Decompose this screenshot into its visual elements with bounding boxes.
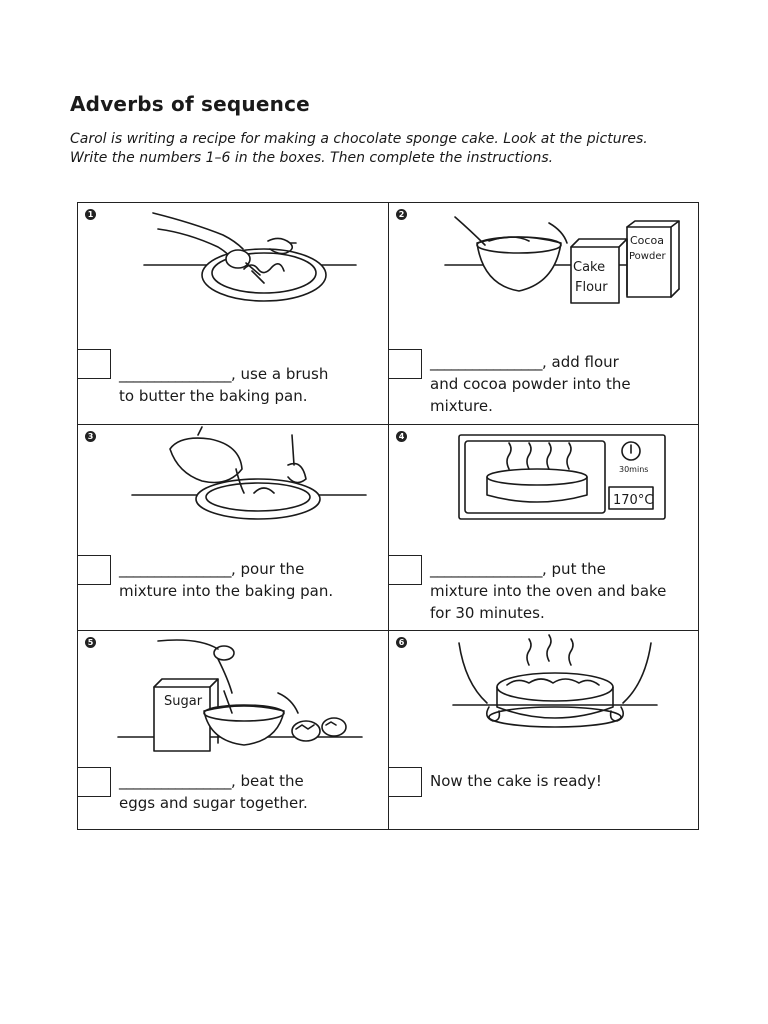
oven-baking-illustration <box>389 425 698 535</box>
panel-5 <box>78 631 389 829</box>
instruction-1-line-2: to butter the baking pan. <box>119 387 308 405</box>
panel-number-3: 3 <box>85 431 96 442</box>
panel-3 <box>78 425 389 631</box>
fill-in-blank-2[interactable]: ________________ <box>430 353 542 371</box>
instruction-5-line-2: eggs and sugar together. <box>119 794 308 812</box>
temperature-label: 170°C <box>613 493 654 508</box>
brushing-pan-illustration <box>78 203 388 323</box>
instruction-text-6 <box>430 770 690 792</box>
worksheet-title: Adverbs of sequence <box>70 92 310 116</box>
fill-in-blank-4[interactable]: ________________ <box>430 560 542 578</box>
instruction-text-4 <box>430 558 690 624</box>
instructions-line-2: Write the numbers 1–6 in the boxes. Then complete the instructions. <box>70 150 554 166</box>
instruction-4-line-1: , put the <box>542 560 606 578</box>
instruction-text-2 <box>430 351 690 417</box>
instructions <box>70 130 710 168</box>
instruction-2-line-2: and cocoa powder into the <box>430 375 631 393</box>
fill-in-blank-1[interactable]: ________________ <box>119 365 231 383</box>
finished-cake-illustration <box>389 631 698 761</box>
instruction-3-line-2: mixture into the baking pan. <box>119 582 334 600</box>
panel-number-6: 6 <box>396 637 407 648</box>
panel-number-1: 1 <box>85 209 96 220</box>
instruction-text-1 <box>119 363 379 407</box>
sugar-label: Sugar <box>164 694 203 709</box>
instruction-3-line-1: , pour the <box>231 560 305 578</box>
instruction-text-3 <box>119 558 379 602</box>
fill-in-blank-3[interactable]: ________________ <box>119 560 231 578</box>
adding-flour-cocoa-illustration <box>389 203 698 313</box>
panel-1 <box>78 203 389 425</box>
powder-label: Powder <box>629 251 666 262</box>
instruction-6-line-1: Now the cake is ready! <box>430 772 602 790</box>
instruction-2-line-1: , add flour <box>542 353 619 371</box>
panel-4 <box>389 425 698 631</box>
timer-label: 30mins <box>619 465 649 474</box>
instruction-2-line-3: mixture. <box>430 397 493 415</box>
instruction-5-line-1: , beat the <box>231 772 304 790</box>
flour-label: Flour <box>575 280 608 295</box>
pouring-mixture-illustration <box>78 425 388 535</box>
panel-6 <box>389 631 698 829</box>
panel-number-4: 4 <box>396 431 407 442</box>
recipe-grid <box>77 202 699 830</box>
cocoa-label: Cocoa <box>630 234 664 247</box>
panel-2 <box>389 203 698 425</box>
answer-box-3[interactable] <box>77 555 111 585</box>
instruction-text-5 <box>119 770 379 814</box>
panel-number-2: 2 <box>396 209 407 220</box>
beating-eggs-illustration <box>78 631 388 761</box>
answer-box-5[interactable] <box>77 767 111 797</box>
fill-in-blank-5[interactable]: ________________ <box>119 772 231 790</box>
answer-box-2[interactable] <box>388 349 422 379</box>
answer-box-4[interactable] <box>388 555 422 585</box>
panel-number-5: 5 <box>85 637 96 648</box>
instructions-line-1: Carol is writing a recipe for making a chocolate sponge cake. Look at the pictures. <box>70 131 648 147</box>
cake-label: Cake <box>573 260 606 275</box>
instruction-4-line-3: for 30 minutes. <box>430 604 545 622</box>
instruction-4-line-2: mixture into the oven and bake <box>430 582 667 600</box>
instruction-1-line-1: , use a brush <box>231 365 329 383</box>
answer-box-6[interactable] <box>388 767 422 797</box>
answer-box-1[interactable] <box>77 349 111 379</box>
